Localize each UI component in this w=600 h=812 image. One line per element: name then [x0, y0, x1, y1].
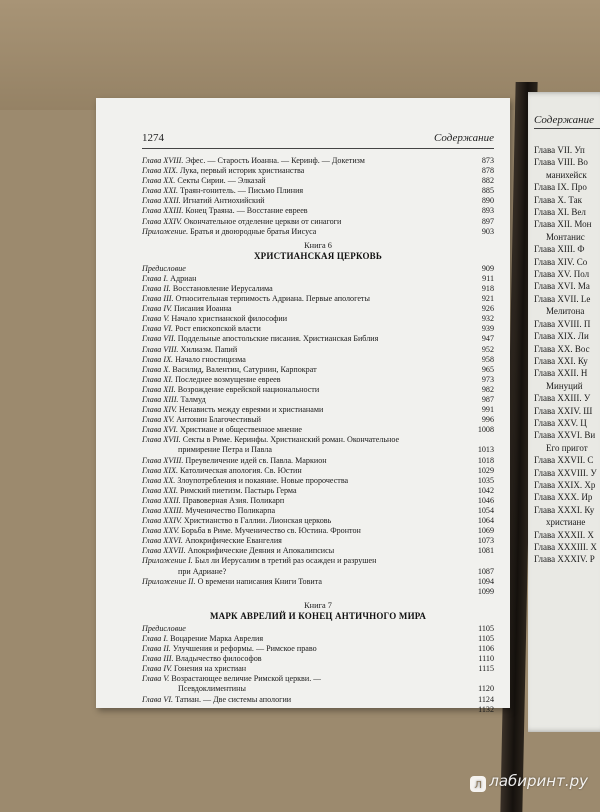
page-ref: 1106	[478, 644, 494, 654]
chapter-title: Конец Траяна. — Восстание евреев	[185, 206, 308, 216]
chapter-label: Глава VI.	[142, 694, 174, 704]
page-ref: 982	[481, 384, 494, 394]
chapter-label: Приложение.	[142, 226, 189, 236]
page-ref: 932	[481, 314, 494, 324]
toc-entry-text	[142, 674, 321, 684]
page-ref: 1008	[477, 425, 494, 435]
toc-entry	[142, 217, 494, 227]
toc-entry-text	[142, 425, 302, 435]
toc-section-top	[142, 156, 494, 237]
chapter-title: Христиане и общественное мнение	[180, 425, 303, 435]
toc-entry-partial: Глава VIII. Во	[534, 157, 588, 168]
watermark-text: лабиринт.ру	[489, 772, 588, 790]
toc-entry	[142, 526, 494, 536]
toc-entry	[142, 324, 494, 334]
toc-entry-text	[142, 456, 327, 466]
toc-entry	[142, 334, 494, 344]
toc-entry-partial: Его пригот	[546, 442, 588, 453]
toc-entry-partial: Глава XVII. Le	[534, 293, 591, 304]
page-ref: 1013	[477, 445, 494, 455]
toc-entry-text	[142, 334, 378, 344]
toc-entry-text	[142, 314, 287, 324]
toc-entry-text	[142, 466, 302, 476]
toc-entry-text	[142, 284, 273, 294]
page-ref: 1054	[477, 506, 494, 515]
toc-entry-text	[142, 526, 361, 536]
chapter-label: Глава XVI.	[142, 425, 178, 435]
chapter-label: Глава XXVII.	[142, 546, 186, 556]
toc-entry	[142, 546, 494, 556]
page-ref: 1042	[477, 485, 494, 495]
book-title: МАРК АВРЕЛИЙ И КОНЕЦ АНТИЧНОГО МИРА	[209, 610, 427, 621]
page-ref: 939	[481, 324, 494, 334]
page-ref: 987	[481, 394, 494, 404]
page-ref: 882	[481, 176, 494, 186]
chapter-title: Начало христианской философии	[171, 314, 288, 324]
toc-entry-partial: Глава XXV. Ц	[534, 417, 587, 428]
toc-entry-partial: Монтанис	[546, 231, 585, 242]
toc-entry	[142, 345, 494, 355]
chapter-label: Глава XXI.	[142, 485, 178, 495]
page-ref: 1105	[478, 633, 494, 643]
page-ref: 1035	[477, 475, 494, 485]
toc-entry	[142, 654, 494, 664]
chapter-label: Приложение II.	[142, 576, 196, 586]
page-ref: 973	[481, 374, 494, 384]
chapter-title: Был ли Иерусалим в третий раз осажден и разрушен	[194, 556, 377, 566]
chapter-label: Глава XIX.	[142, 166, 178, 176]
chapter-label: Глава XXV.	[142, 526, 180, 536]
toc-entry-text	[142, 486, 297, 496]
page-ref: 873	[481, 156, 494, 165]
toc-entry-text	[142, 217, 341, 227]
chapter-title: Хилиазм. Папий	[180, 344, 238, 354]
chapter-label: Глава XXIII.	[142, 206, 184, 216]
toc-entry	[142, 624, 494, 634]
chapter-label: Глава XXII.	[142, 196, 181, 206]
chapter-title: Поддельные апостольские писания. Христианская Библия	[177, 334, 379, 344]
chapter-label: Глава XVIII.	[142, 156, 184, 165]
toc-entry-text	[142, 506, 275, 516]
toc-entry	[142, 536, 494, 546]
toc-entry-partial: Глава XX. Вос	[534, 343, 590, 354]
page-ref: 878	[481, 166, 494, 176]
toc-entry-text	[142, 644, 317, 654]
toc-entry-partial: Глава XVI. Ма	[534, 281, 590, 292]
chapter-title: Римский пиетизм. Пастырь Герма	[180, 485, 297, 495]
toc-entry	[142, 415, 494, 425]
toc-entry-partial: Глава XXVI. Ви	[534, 430, 596, 441]
toc-entry-partial: Глава XXXIV. Р	[534, 554, 595, 565]
page-ref: 903	[481, 226, 494, 236]
toc-entry-partial: Глава XXIII. У	[534, 393, 591, 404]
toc-entry-text	[142, 294, 370, 304]
toc-entry	[142, 395, 494, 405]
toc-entry-text	[142, 166, 304, 176]
chapter-title-continuation: примирение Петра и Павла	[178, 445, 272, 455]
chapter-title: Преувеличение идей св. Павла. Маркион	[185, 455, 327, 465]
toc-entry	[142, 206, 494, 216]
toc-entry	[142, 425, 494, 435]
toc-entry-text	[142, 176, 266, 186]
chapter-label: Глава XVII.	[142, 435, 181, 445]
toc-entry-text	[142, 577, 322, 587]
toc-entry	[142, 274, 494, 284]
chapter-label: Глава II.	[142, 283, 171, 293]
toc-entry-text	[142, 516, 331, 526]
toc-entry-text	[142, 415, 261, 425]
toc-entry-continuation	[142, 445, 494, 455]
toc-entry-partial: Глава XXIX. Хр	[534, 479, 596, 490]
page-ref: 1018	[477, 455, 494, 465]
table-of-contents	[142, 156, 494, 715]
chapter-title: Возрастающее величие Римской церкви. —	[171, 674, 322, 684]
toc-entry	[142, 284, 494, 294]
right-page	[528, 92, 600, 732]
chapter-title: Воцарение Марка Аврелия	[170, 633, 264, 643]
toc-entry	[142, 674, 494, 684]
toc-entry-partial: Мелитона	[546, 306, 585, 317]
toc-entry	[142, 264, 494, 274]
toc-entry-partial: Глава XXXIII. Х	[534, 542, 597, 552]
toc-entry-text	[142, 365, 317, 375]
toc-entry	[142, 556, 494, 566]
chapter-title: Христианство в Галлии. Лионская церковь	[183, 516, 332, 526]
page-ref: 1064	[477, 516, 494, 526]
chapter-title: Гонения на христиан	[174, 664, 247, 674]
chapter-label: Глава I.	[142, 273, 169, 283]
chapter-title-continuation: при Адриане?	[178, 566, 227, 576]
toc-entry-partial: Глава XV. Пол	[534, 269, 590, 280]
toc-entry	[142, 634, 494, 644]
toc-entry	[142, 644, 494, 654]
toc-entry	[142, 294, 494, 304]
page-ref: 897	[481, 216, 494, 226]
toc-section-book7	[142, 624, 494, 715]
chapter-label: Глава XIII.	[142, 394, 179, 404]
page-ref: 909	[481, 263, 494, 273]
toc-entry-partial: Глава XIV. Со	[534, 256, 588, 267]
chapter-title: Секты Сирии. — Элказай	[177, 176, 266, 186]
page-ref: 1046	[477, 495, 494, 505]
page-ref: 918	[481, 283, 494, 293]
toc-entry-text	[142, 385, 319, 395]
toc-entry-partial: Глава XXI. Ку	[534, 355, 588, 366]
chapter-title: Апокрифические Деяния и Апокалипсисы	[187, 546, 335, 556]
chapter-title: Игнатий Антиохийский	[182, 196, 265, 206]
chapter-label: Глава XXIV.	[142, 216, 182, 226]
table-of-contents-right	[534, 144, 600, 566]
toc-entry	[142, 516, 494, 526]
toc-entry	[142, 365, 494, 375]
toc-entry	[142, 186, 494, 196]
toc-entry-text	[142, 345, 237, 355]
chapter-title: Братья и двоюродные братья Иисуса	[190, 226, 317, 236]
toc-entry	[142, 476, 494, 486]
toc-entry-text	[142, 664, 246, 674]
chapter-title: Татиан. — Две системы апологии	[175, 694, 292, 704]
page-header	[142, 132, 494, 149]
chapter-label: Приложение I.	[142, 556, 193, 566]
toc-entry-continuation	[142, 567, 494, 577]
chapter-label: Глава IV.	[142, 304, 172, 314]
chapter-title: Относительная терпимость Адриана. Первые апологеты	[175, 294, 370, 304]
page-ref: 893	[481, 206, 494, 216]
chapter-title: Талмуд	[180, 394, 206, 404]
chapter-title: Секты в Риме. Керинфы. Христианский роман. Окончательное	[182, 435, 400, 445]
page-ref: 1115	[478, 664, 494, 674]
chapter-title: Возрождение еврейской национальности	[177, 384, 320, 394]
toc-entry	[142, 695, 494, 705]
toc-entry	[142, 375, 494, 385]
toc-entry-text	[142, 264, 186, 274]
chapter-label: Глава XI.	[142, 374, 174, 384]
toc-entry-text	[142, 274, 196, 284]
page-ref: 1105	[478, 623, 494, 633]
chapter-label: Глава III.	[142, 294, 174, 304]
toc-entry-text	[142, 227, 316, 237]
page-ref: 991	[481, 405, 494, 415]
toc-entry-partial: христиане	[546, 517, 586, 528]
toc-entry	[142, 314, 494, 324]
chapter-title: Антонин Благочестивый	[176, 415, 261, 425]
toc-entry-text	[142, 405, 323, 415]
toc-entry-partial: Глава XIX. Ли	[534, 331, 589, 342]
book-title: ХРИСТИАНСКАЯ ЦЕРКОВЬ	[253, 250, 383, 261]
toc-entry	[142, 355, 494, 365]
toc-entry-text	[142, 634, 263, 644]
toc-entry-partial: Глава VII. Уп	[534, 145, 585, 155]
chapter-label: Предисловие	[142, 623, 186, 633]
chapter-label: Предисловие	[142, 263, 186, 273]
chapter-label: Глава XXII.	[142, 495, 181, 505]
toc-entry-text	[142, 395, 206, 405]
page-ref: 890	[481, 196, 494, 206]
toc-entry	[142, 705, 494, 715]
chapter-title: Василид, Валентин, Сатурнин, Карпократ	[172, 364, 317, 374]
chapter-label: Глава XIV.	[142, 405, 177, 415]
chapter-label: Глава XXIV.	[142, 516, 182, 526]
chapter-label: Глава XII.	[142, 384, 176, 394]
toc-entry-text	[142, 624, 186, 634]
toc-entry-partial: Глава XII. Мон	[534, 219, 592, 230]
chapter-title: Писания Иоанна	[174, 304, 232, 314]
page-ref: 1132	[478, 704, 494, 714]
book-label: Книга 6	[304, 240, 332, 250]
chapter-label: Глава VI.	[142, 324, 174, 334]
page-number: 1274	[142, 132, 164, 144]
chapter-title: Ненависть между евреями и христианами	[178, 405, 324, 415]
page-ref: 1087	[477, 566, 494, 576]
toc-entry-text	[142, 546, 334, 556]
toc-entry-text	[142, 156, 365, 166]
chapter-label: Глава IX.	[142, 354, 174, 364]
chapter-label: Глава VIII.	[142, 344, 179, 354]
chapter-title: Католическая апология. Св. Юстин	[180, 465, 302, 475]
toc-entry	[142, 304, 494, 314]
chapter-title: Восстановление Иерусалима	[172, 283, 273, 293]
chapter-title: Адриан	[170, 273, 197, 283]
toc-entry-partial: Глава XI. Вел	[534, 207, 586, 218]
toc-entry-text	[142, 206, 308, 216]
chapter-label: Глава V.	[142, 314, 170, 324]
chapter-title-continuation: Псевдоклиментины	[178, 684, 246, 694]
toc-entry	[142, 156, 494, 166]
page-ref: 965	[481, 364, 494, 374]
chapter-label: Глава XXVI.	[142, 536, 183, 546]
chapter-title: Лука, первый историк христианства	[180, 166, 305, 176]
background	[0, 0, 600, 110]
page-ref: 1120	[478, 684, 494, 694]
chapter-label: Глава XIX.	[142, 465, 178, 475]
page-ref: 996	[481, 415, 494, 425]
toc-entry-text	[142, 375, 281, 385]
watermark-logo	[470, 772, 588, 792]
chapter-title: Окончательное отделение церкви от синагоги	[183, 216, 342, 226]
toc-entry	[142, 486, 494, 496]
toc-entry-partial: Глава XXXII. Х	[534, 529, 594, 540]
chapter-title: Последнее возмущение евреев	[175, 374, 281, 384]
toc-entry	[142, 227, 494, 237]
chapter-title: Злоупотребления и покаяние. Новые пророчества	[177, 475, 349, 485]
toc-entry-text	[142, 695, 291, 705]
page-ref: 947	[481, 334, 494, 344]
toc-entry	[142, 196, 494, 206]
toc-entry-text	[142, 196, 265, 206]
toc-entry-partial: Глава X. Так	[534, 194, 583, 205]
toc-entry-continuation	[142, 684, 494, 694]
chapter-label: Глава XVIII.	[142, 455, 184, 465]
page-ref: 1081	[477, 546, 494, 556]
chapter-label: Глава XV.	[142, 415, 175, 425]
left-page	[96, 98, 510, 714]
chapter-label: Глава X.	[142, 364, 171, 374]
toc-entry-text	[142, 304, 232, 314]
toc-entry-partial: Глава XVIII. П	[534, 318, 591, 329]
toc-entry-text	[142, 536, 282, 546]
chapter-title: Начало гностицизма	[175, 354, 246, 364]
toc-entry-partial: Глава XXX. Ир	[534, 492, 593, 503]
chapter-label: Глава XXI.	[142, 186, 178, 196]
chapter-title: Улучшения и реформы. — Римское право	[172, 644, 317, 654]
toc-entry	[142, 166, 494, 176]
chapter-title: Правоверная Азия. Поликарп	[182, 495, 285, 505]
toc-entry	[142, 506, 494, 516]
page-ref: 1124	[478, 694, 494, 704]
toc-entry	[142, 385, 494, 395]
chapter-title: Апокрифические Евангелия	[184, 536, 282, 546]
toc-entry	[142, 456, 494, 466]
page-ref: 1069	[477, 526, 494, 536]
page-ref: 1099	[477, 586, 494, 596]
toc-entry-text	[142, 556, 376, 566]
toc-entry-partial: Минуций	[546, 380, 583, 391]
chapter-label: Глава I.	[142, 633, 169, 643]
toc-entry	[142, 664, 494, 674]
chapter-title: Мученичество Поликарпа	[185, 506, 276, 515]
page-ref: 952	[481, 344, 494, 354]
logo-mark-icon: л	[470, 776, 486, 792]
chapter-label: Глава V.	[142, 674, 170, 684]
toc-entry	[142, 577, 494, 587]
toc-entry	[142, 466, 494, 476]
toc-entry-text	[142, 654, 262, 664]
chapter-label: Глава IV.	[142, 664, 172, 674]
toc-entry-text	[142, 435, 399, 445]
toc-entry-partial: Глава XXVIII. У	[534, 467, 597, 478]
page-ref: 958	[481, 354, 494, 364]
chapter-title: О времени написания Книги Товита	[197, 576, 322, 586]
toc-section-book6	[142, 264, 494, 597]
toc-entry-partial: Глава XXII. Н	[534, 368, 588, 379]
toc-entry	[142, 496, 494, 506]
chapter-label: Глава XXIII.	[142, 506, 184, 515]
chapter-title: Траян-гонитель. — Письмо Плиния	[180, 186, 304, 196]
chapter-title: Владычество философов	[175, 654, 262, 664]
page-ref: 1073	[477, 536, 494, 546]
page-ref: 885	[481, 186, 494, 196]
page-ref: 1094	[477, 576, 494, 586]
toc-entry	[142, 176, 494, 186]
toc-entry-partial: Глава XXIV. Ш	[534, 405, 593, 416]
chapter-label: Глава VII.	[142, 334, 176, 344]
toc-entry-text	[142, 324, 261, 334]
book-label: Книга 7	[304, 600, 332, 610]
toc-entry-text	[142, 496, 284, 506]
chapter-label: Глава III.	[142, 654, 174, 664]
chapter-title: Эфес. — Старость Иоанна. — Керинф. — Докетизм	[185, 156, 365, 165]
running-title: Содержание	[534, 114, 600, 129]
toc-entry-partial: манихейск	[546, 169, 587, 180]
toc-entry	[142, 587, 494, 597]
page-ref: 1029	[477, 465, 494, 475]
page-ref: 921	[481, 294, 494, 304]
toc-entry-text	[142, 355, 246, 365]
chapter-title: Борьба в Риме. Мученичество св. Юстина. Фронтон	[181, 526, 361, 536]
chapter-label: Глава XX.	[142, 176, 176, 186]
toc-entry-text	[142, 186, 303, 196]
page-ref: 926	[481, 304, 494, 314]
toc-entry-partial: Глава XIII. Ф	[534, 244, 585, 255]
toc-entry	[142, 435, 494, 445]
toc-entry-partial: Глава XXXI. Ку	[534, 504, 595, 515]
running-title: Содержание	[433, 132, 494, 144]
chapter-title: Рост епископской власти	[175, 324, 261, 334]
toc-entry-text	[142, 476, 348, 486]
page-ref: 1110	[478, 654, 494, 664]
chapter-label: Глава XX.	[142, 475, 176, 485]
toc-entry-partial: Глава IX. Про	[534, 182, 587, 193]
toc-entry	[142, 405, 494, 415]
chapter-label: Глава II.	[142, 644, 171, 654]
toc-entry-partial: Глава XXVII. С	[534, 455, 594, 466]
page-ref: 911	[482, 273, 494, 283]
